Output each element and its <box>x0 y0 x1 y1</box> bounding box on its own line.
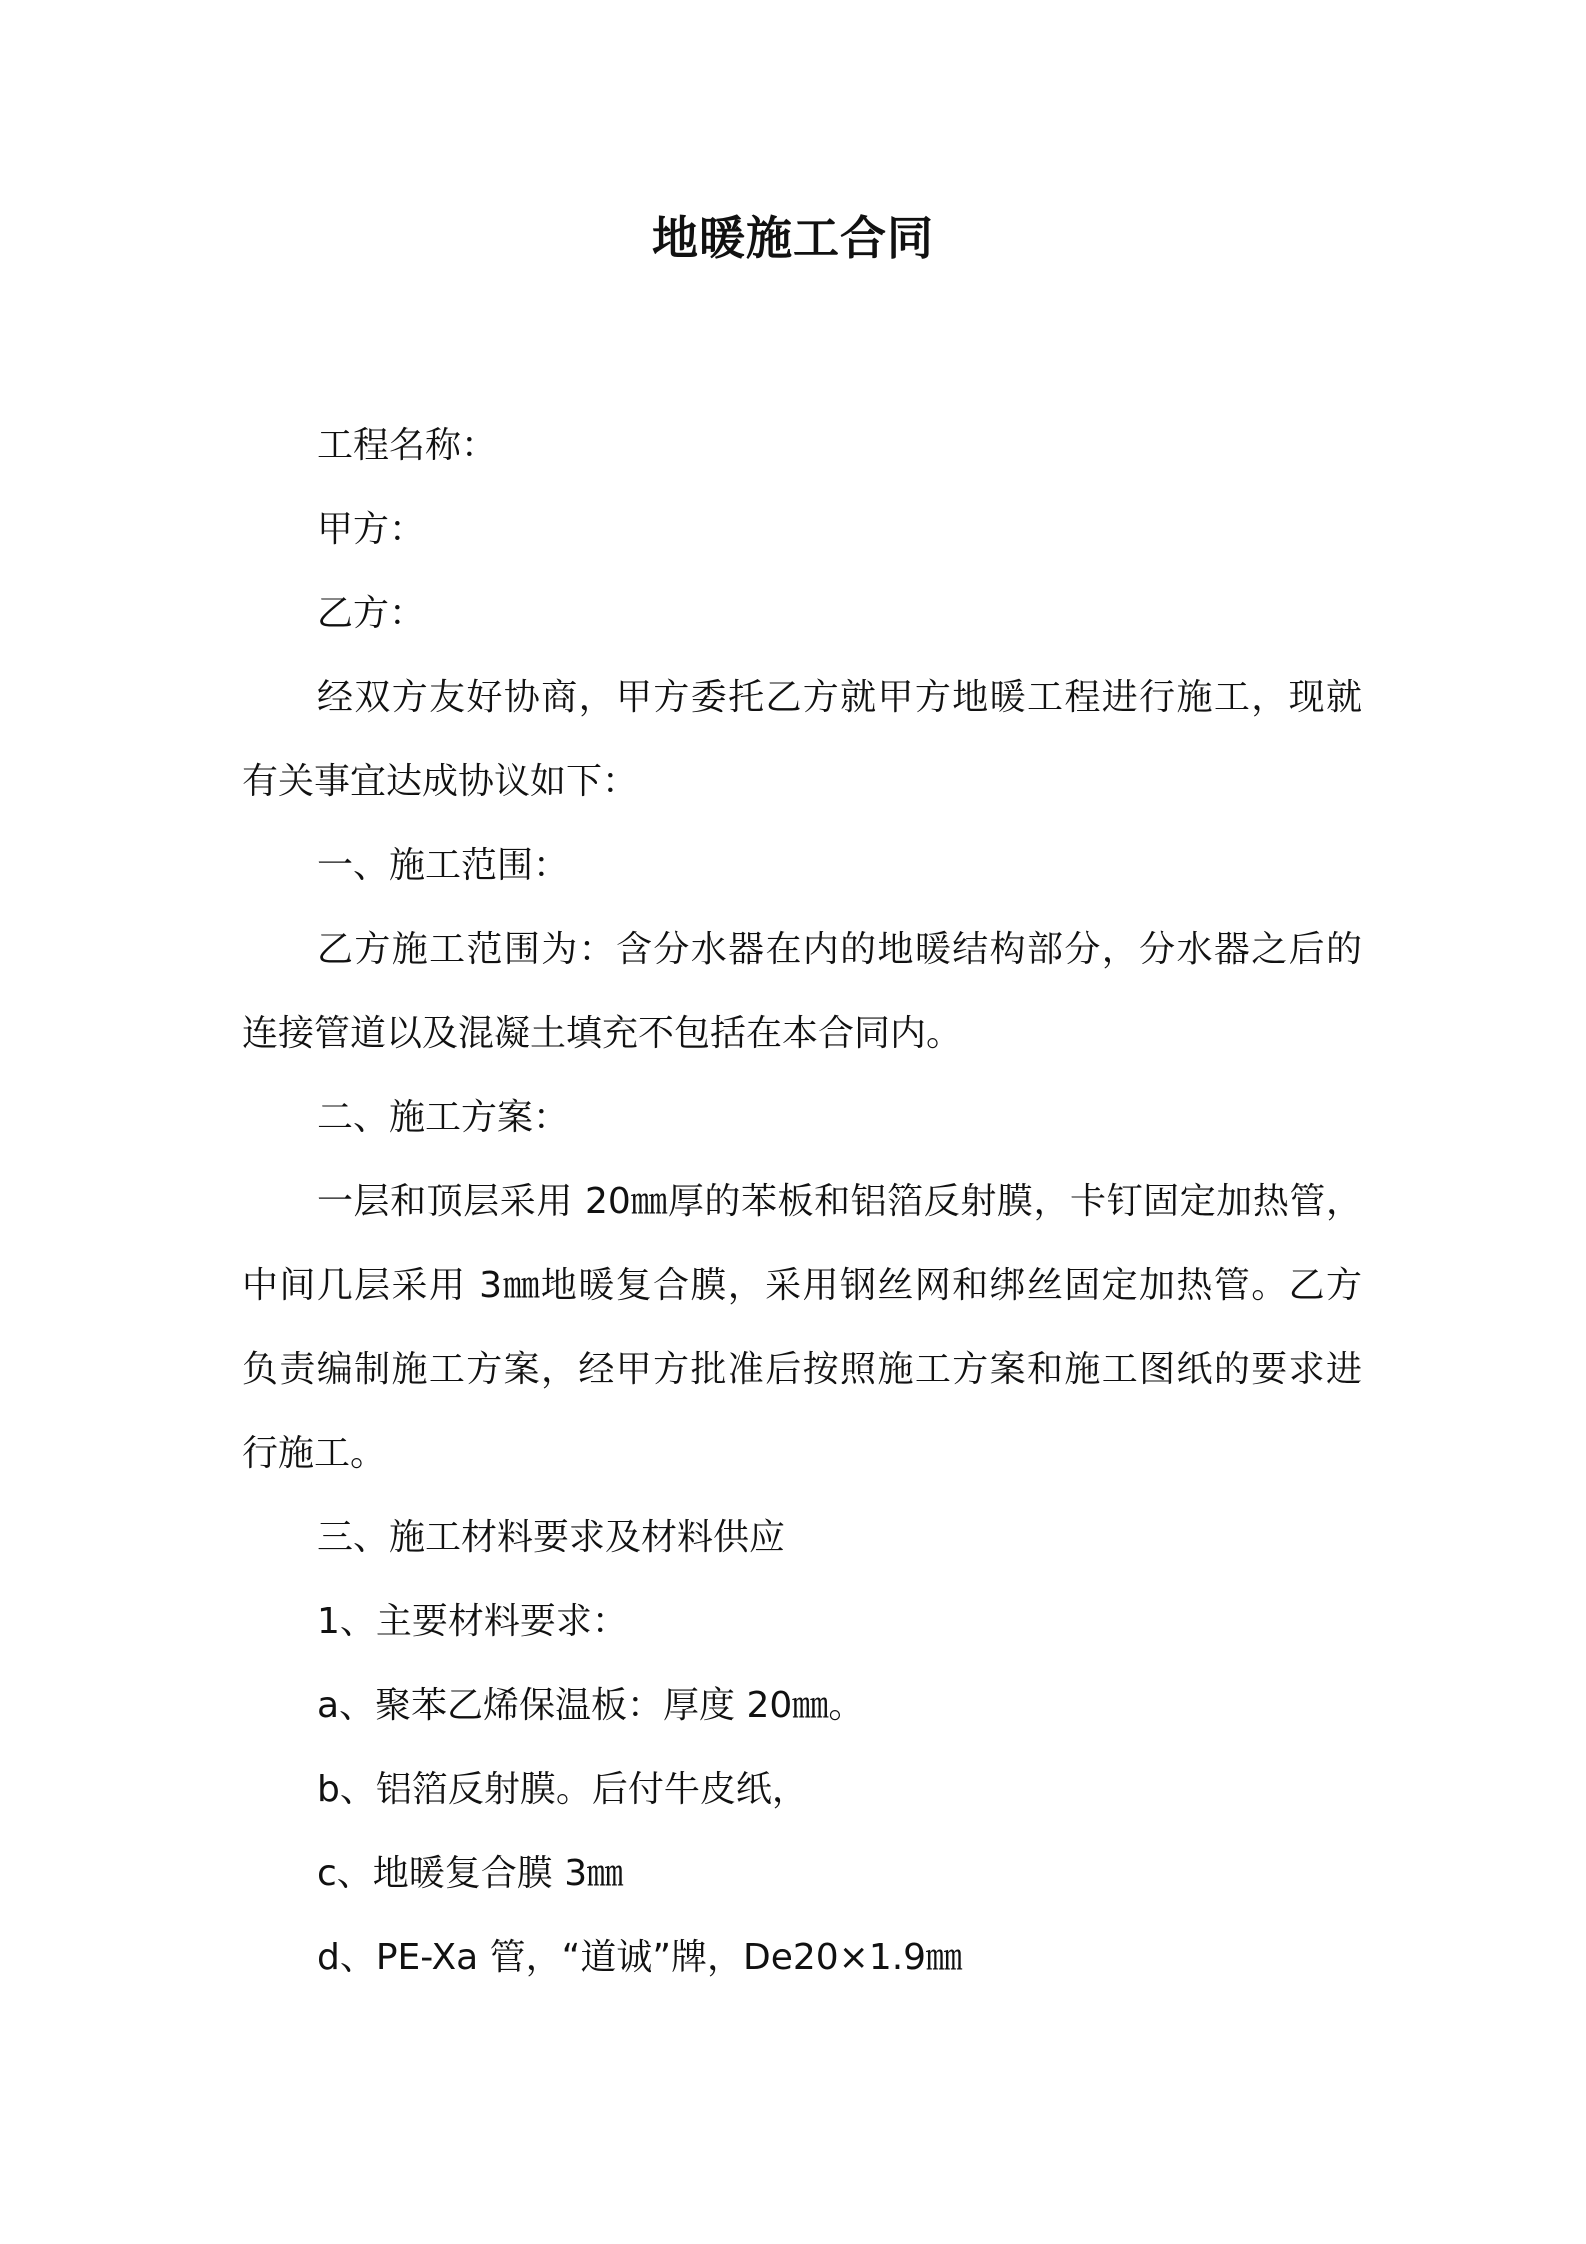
material-item-b: b、铝箔反射膜。后付牛皮纸， <box>317 1769 808 1810</box>
material-item-a: a、聚苯乙烯保温板：厚度 20㎜。 <box>317 1685 865 1726</box>
document-body <box>242 404 1362 2000</box>
section-2-line-3: 负责编制施工方案，经甲方批准后按照施工方案和施工图纸的要求进 <box>242 1349 1362 1390</box>
material-item-d: d、PE-Xa 管，“道诚”牌，De20×1.9㎜ <box>317 1937 963 1978</box>
field-party-a: 甲方： <box>317 509 426 550</box>
material-item-c: c、地暖复合膜 3㎜ <box>317 1853 624 1894</box>
field-project-name: 工程名称： <box>317 425 498 466</box>
field-party-b: 乙方： <box>317 593 426 634</box>
section-3-heading: 三、施工材料要求及材料供应 <box>317 1517 786 1558</box>
section-1-line-1: 乙方施工范围为：含分水器在内的地暖结构部分，分水器之后的 <box>317 929 1362 970</box>
section-2-line-1: 一层和顶层采用 20㎜厚的苯板和铝箔反射膜，卡钉固定加热管， <box>317 1181 1362 1222</box>
section-1-heading: 一、施工范围： <box>317 845 570 886</box>
section-2-line-4: 行施工。 <box>242 1433 387 1474</box>
section-3-sub-1: 1、主要材料要求： <box>317 1601 628 1642</box>
intro-line-1: 经双方友好协商，甲方委托乙方就甲方地暖工程进行施工，现就 <box>317 677 1362 718</box>
document-title: 地暖施工合同 <box>652 211 934 265</box>
section-1-line-2: 连接管道以及混凝土填充不包括在本合同内。 <box>242 1013 963 1054</box>
section-2-heading: 二、施工方案： <box>317 1097 570 1138</box>
intro-line-2: 有关事宜达成协议如下： <box>242 761 639 802</box>
section-2-line-2: 中间几层采用 3㎜地暖复合膜，采用钢丝网和绑丝固定加热管。乙方 <box>242 1265 1362 1306</box>
